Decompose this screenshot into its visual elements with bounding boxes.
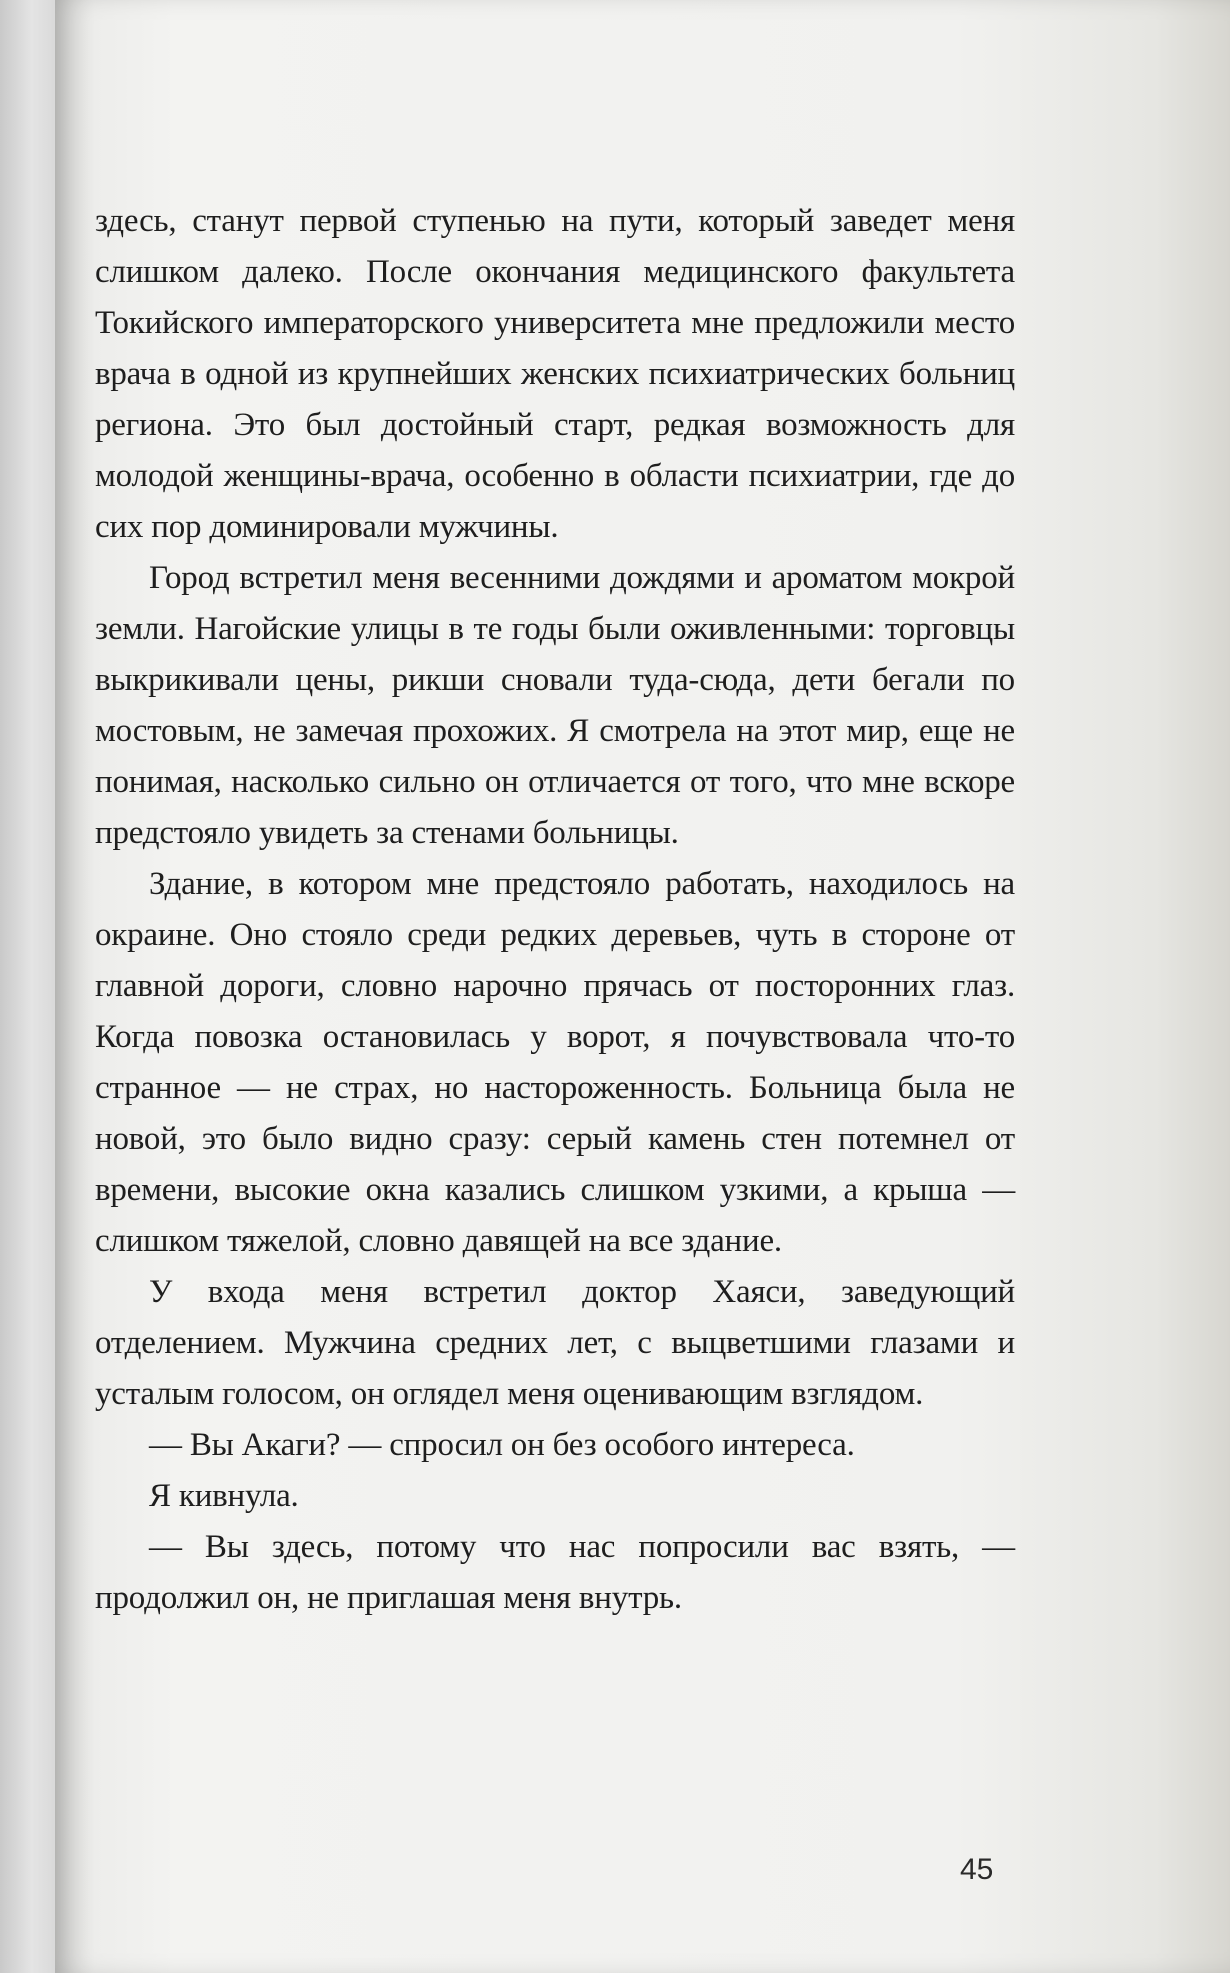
paragraph-2: Город встретил меня весенними дождями и ароматом мокрой земли. Нагойские улицы в те годы были оживленными: торговцы выкрикивали цены, рикши сновали туда-сюда, дети бегали по мостовым, не замечая прохожих. Я смотрела на этот мир, еще не понимая, насколько сильно он отличается от того, что мне вскоре предстояло увидеть за стенами больницы. <box>95 560 1015 851</box>
page-number: 45 <box>960 1853 994 1886</box>
paragraph-1: здесь, станут первой ступенью на пути, который заведет меня слишком далеко. После окончания медицинского факультета Токийского императорского университета мне предложили место врача в одной из крупнейших женских психиатрических больниц региона. Это был достойный старт, редкая возможность для молодой женщины-врача, особенно в области психиатрии, где до сих пор доминировали мужчины. <box>95 203 1015 545</box>
paragraph-3: Здание, в котором мне предстояло работать, находилось на окраине. Оно стояло среди редких деревьев, чуть в стороне от главной дороги, словно нарочно прячась от посторонних глаз. Когда повозка остановилась у ворот, я почувствовала что-то странное — не страх, но настороженность. Больница была не новой, это было видно сразу: серый камень стен потемнел от времени, высокие окна казались слишком узкими, а крыша — слишком тяжелой, словно давящей на все здание. <box>95 866 1015 1259</box>
page-text <box>95 196 1015 1624</box>
dialogue-line-1: — Вы Акаги? — спросил он без особого интереса. <box>149 1427 855 1463</box>
dialogue-line-3: — Вы здесь, потому что нас попросили вас взять, — продолжил он, не приглашая меня внутрь. <box>95 1529 1015 1616</box>
paragraph-4: У входа меня встретил доктор Хаяси, заведующий отделением. Мужчина средних лет, с выцветшими глазами и усталым голосом, он оглядел меня оценивающим взглядом. <box>95 1274 1015 1412</box>
dialogue-line-2: Я кивнула. <box>149 1478 299 1514</box>
